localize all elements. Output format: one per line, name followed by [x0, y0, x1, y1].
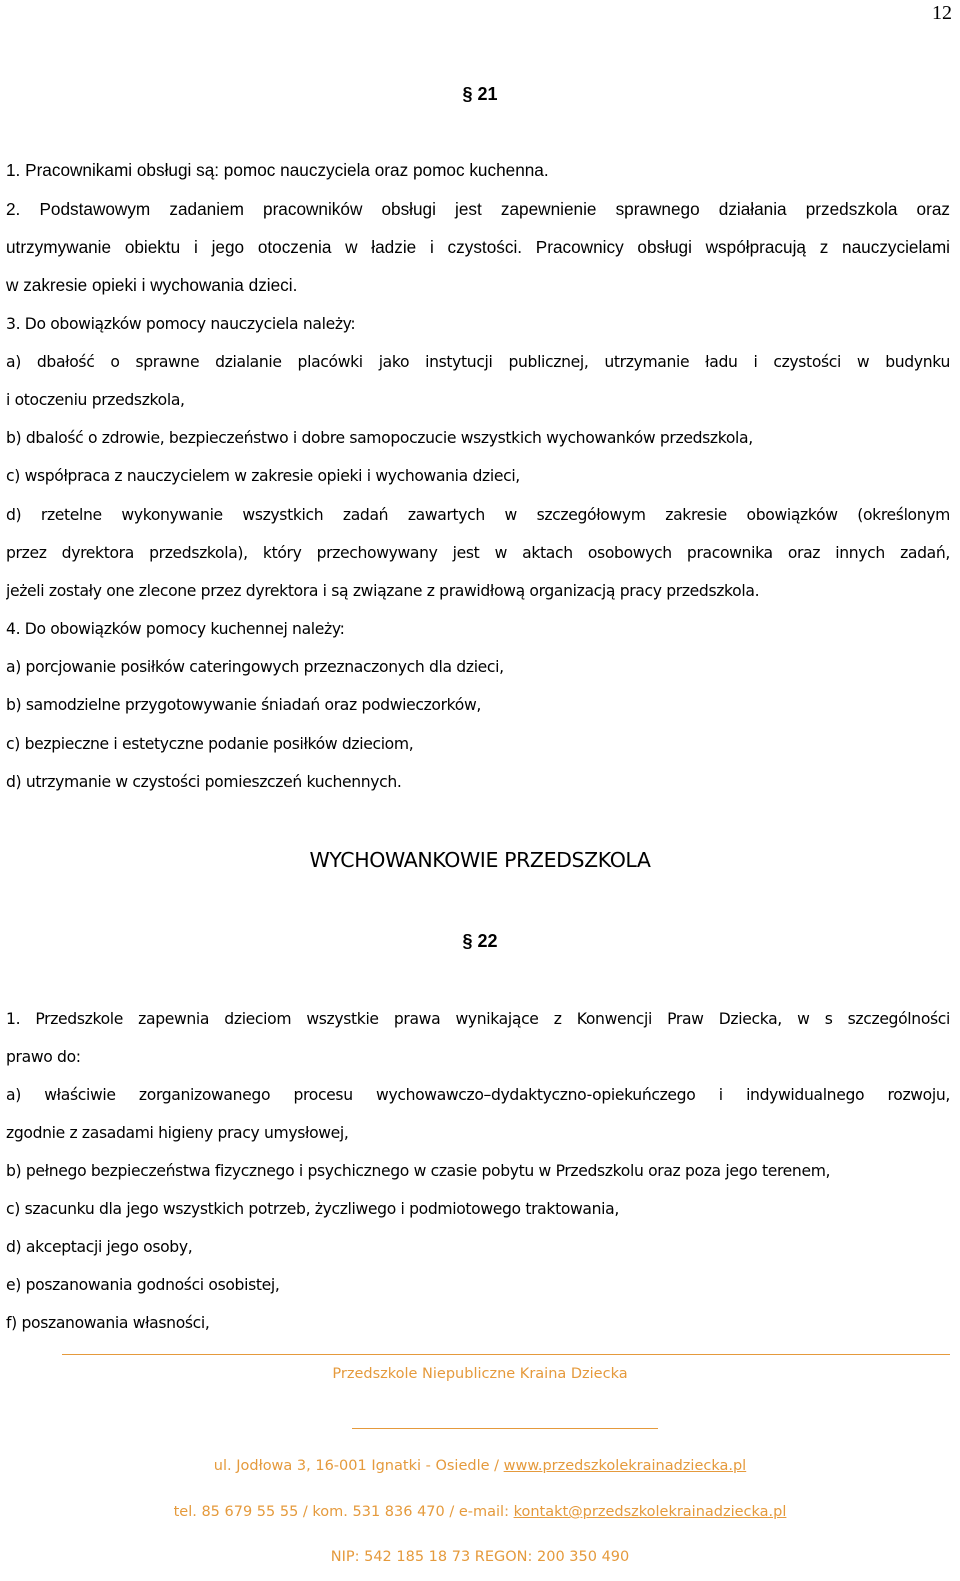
footer-contact-line	[0, 1504, 960, 1520]
paragraph-21-3: 3. Do obowiązków pomocy nauczyciela należy:	[6, 315, 356, 333]
list-item-21-4b: b) samodzielne przygotowywanie śniadań oraz podwieczorków,	[6, 696, 481, 714]
page-number: 12	[932, 2, 952, 24]
list-item-21-4c: c) bezpieczne i estetyczne podanie posiłków dzieciom,	[6, 735, 414, 753]
list-item-21-3b: b) dbalość o zdrowie, bezpieczeństwo i dobre samopoczucie wszystkich wychowanków przedszkola,	[6, 429, 753, 447]
footer-short-divider	[352, 1428, 658, 1429]
list-item-21-3d-line2: przez dyrektora przedszkola), który przechowywany jest w aktach osobowych pracownika oraz innych zadań,	[6, 544, 950, 562]
list-item-22-b: b) pełnego bezpieczeństwa fizycznego i psychicznego w czasie pobytu w Przedszkolu oraz poza jego terenem,	[6, 1162, 831, 1180]
paragraph-22-1-line1: 1. Przedszkole zapewnia dzieciom wszystkie prawa wynikające z Konwencji Praw Dziecka, w s szczególności	[6, 1010, 950, 1028]
list-item-21-3a-line1: a) dbałość o sprawne dzialanie placówki jako instytucji publicznej, utrzymanie ładu i czystości w budynku	[6, 353, 950, 371]
footer-institution-name: Przedszkole Niepubliczne Kraina Dziecka	[332, 1366, 628, 1382]
paragraph-21-2-line1: 2. Podstawowym zadaniem pracowników obsługi jest zapewnienie sprawnego działania przedszkola oraz	[6, 199, 950, 219]
list-item-21-3d-line1: d) rzetelne wykonywanie wszystkich zadań zawartych w szczegółowym zakresie obowiązków (określonym	[6, 506, 950, 524]
list-item-21-4a: a) porcjowanie posiłków cateringowych przeznaczonych dla dzieci,	[6, 658, 504, 676]
list-item-22-f: f) poszanowania własności,	[6, 1314, 210, 1332]
footer-divider	[62, 1354, 950, 1355]
footer-address: ul. Jodłowa 3, 16-001 Ignatki - Osiedle /	[213, 1458, 504, 1474]
list-item-22-c: c) szacunku dla jego wszystkich potrzeb, życzliwego i podmiotowego traktowania,	[6, 1200, 619, 1218]
paragraph-22-1-line2: prawo do:	[6, 1048, 81, 1066]
list-item-21-3c: c) współpraca z nauczycielem w zakresie opieki i wychowania dzieci,	[6, 467, 520, 485]
footer-address-line	[0, 1458, 960, 1474]
footer-email-link[interactable]: kontakt@przedszkolekrainadziecka.pl	[513, 1504, 787, 1520]
list-item-22-d: d) akceptacji jego osoby,	[6, 1238, 193, 1256]
chapter-heading: WYCHOWANKOWIE PRZEDSZKOLA	[309, 848, 651, 872]
list-item-21-3a-line2: i otoczeniu przedszkola,	[6, 391, 185, 409]
paragraph-21-2-line2: utrzymywanie obiektu i jego otoczenia w ładzie i czystości. Pracownicy obsługi współpracują z nauczycielami	[6, 237, 950, 257]
paragraph-21-4: 4. Do obowiązków pomocy kuchennej należy:	[6, 620, 345, 638]
paragraph-21-1: 1. Pracownikami obsługi są: pomoc nauczyciela oraz pomoc kuchenna.	[6, 160, 549, 180]
footer-registration-ids: NIP: 542 185 18 73 REGON: 200 350 490	[330, 1549, 630, 1565]
footer-website-link[interactable]: www.przedszkolekrainadziecka.pl	[503, 1458, 747, 1474]
list-item-21-4d: d) utrzymanie w czystości pomieszczeń kuchennych.	[6, 773, 402, 791]
footer-phone: tel. 85 679 55 55 / kom. 531 836 470 / e-mail:	[173, 1504, 514, 1520]
list-item-22-a-line1: a) właściwie zorganizowanego procesu wychowawczo–dydaktyczno-opiekuńczego i indywidualnego rozwoju,	[6, 1086, 950, 1104]
list-item-22-e: e) poszanowania godności osobistej,	[6, 1276, 280, 1294]
section-21-title: § 21	[462, 84, 498, 104]
section-22-title: § 22	[462, 931, 498, 951]
list-item-22-a-line2: zgodnie z zasadami higieny pracy umysłowej,	[6, 1124, 349, 1142]
list-item-21-3d-line3: jeżeli zostały one zlecone przez dyrektora i są związane z prawidłową organizacją pracy przedszkola.	[6, 582, 760, 600]
paragraph-21-2-line3: w zakresie opieki i wychowania dzieci.	[6, 275, 298, 295]
